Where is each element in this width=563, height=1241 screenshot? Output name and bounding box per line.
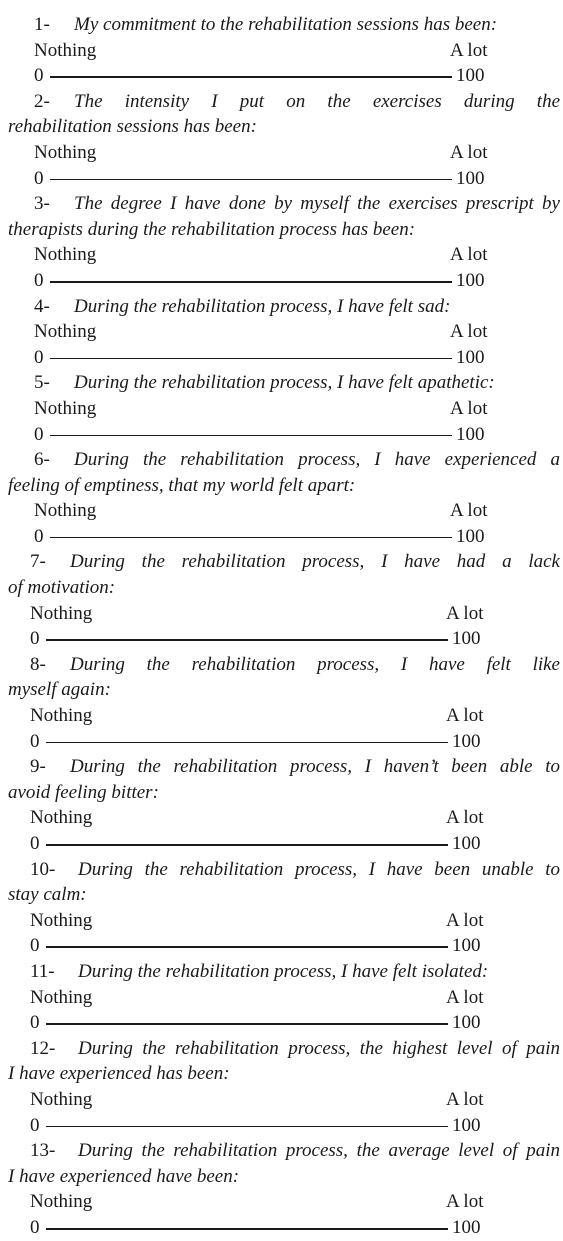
question-number: 2- — [34, 90, 50, 112]
question-line — [0, 959, 563, 985]
scale-line[interactable] — [50, 358, 452, 360]
question-text: feeling of emptiness, that my world felt apart: — [8, 474, 356, 496]
question-item — [0, 12, 563, 89]
rating-scale[interactable] — [0, 166, 563, 192]
anchor-high-label: A lot — [446, 986, 484, 1008]
scale-min-label: 0 — [34, 525, 44, 547]
question-item — [0, 191, 563, 293]
question-text: During the rehabilitation process, the highest level of pain — [78, 1037, 560, 1059]
question-text: therapists during the rehabilitation process has been: — [8, 218, 416, 240]
question-number: 1- — [34, 14, 50, 35]
rating-scale[interactable] — [0, 422, 563, 448]
question-text: myself again: — [8, 679, 111, 701]
question-text: During the rehabilitation process, I have experienced a — [74, 449, 560, 471]
scale-min-label: 0 — [30, 935, 40, 957]
scale-max-label: 100 — [456, 423, 485, 445]
anchor-high-label: A lot — [450, 244, 488, 266]
anchor-high-label: A lot — [446, 807, 484, 829]
anchor-low-label: Nothing — [30, 1088, 93, 1110]
question-text: My commitment to the rehabilitation sessions has been: — [74, 14, 498, 35]
rating-scale[interactable] — [0, 626, 563, 652]
anchor-high-label: A lot — [450, 141, 488, 163]
anchor-high-label: A lot — [450, 397, 488, 419]
scale-max-label: 100 — [452, 1216, 481, 1238]
anchor-low-label: Nothing — [30, 705, 93, 727]
scale-min-label: 0 — [30, 1216, 40, 1238]
question-item — [0, 370, 563, 447]
anchor-low-label: Nothing — [34, 500, 97, 522]
anchor-low-label: Nothing — [30, 807, 93, 829]
anchor-high-label: A lot — [446, 1191, 484, 1213]
scale-anchors — [0, 805, 563, 831]
scale-anchors — [0, 601, 563, 627]
question-line — [0, 370, 563, 396]
scale-max-label: 100 — [452, 1114, 481, 1136]
question-number: 8- — [30, 653, 46, 675]
scale-line[interactable] — [46, 946, 448, 948]
anchor-low-label: Nothing — [34, 321, 97, 343]
question-number: 9- — [30, 756, 46, 778]
question-item — [0, 1036, 563, 1138]
scale-anchors — [0, 140, 563, 166]
scale-min-label: 0 — [34, 65, 44, 87]
question-text: During the rehabilitation process, I haven’t been able to — [70, 756, 560, 778]
question-line — [0, 857, 563, 883]
question-text: During the rehabilitation process, I have been unable to — [78, 858, 560, 880]
scale-min-label: 0 — [30, 833, 40, 854]
anchor-low-label: Nothing — [30, 1191, 93, 1213]
scale-anchors — [0, 1087, 563, 1113]
anchor-high-label: A lot — [446, 909, 484, 931]
scale-max-label: 100 — [456, 269, 485, 291]
question-item — [0, 754, 563, 856]
scale-min-label: 0 — [30, 730, 40, 752]
question-number: 10- — [30, 858, 56, 880]
anchor-high-label: A lot — [446, 602, 484, 624]
question-line — [0, 754, 563, 780]
scale-min-label: 0 — [34, 346, 44, 368]
scale-min-label: 0 — [34, 423, 44, 445]
question-text: The degree I have done by myself the exercises prescript by — [74, 193, 560, 215]
question-item — [0, 1138, 563, 1240]
question-number: 6- — [34, 449, 50, 471]
anchor-low-label: Nothing — [34, 39, 97, 61]
anchor-high-label: A lot — [450, 500, 488, 522]
scale-max-label: 100 — [456, 346, 485, 368]
question-line-continuation — [0, 114, 563, 140]
question-line-continuation — [0, 1061, 563, 1087]
question-line — [0, 89, 563, 115]
anchor-low-label: Nothing — [34, 397, 97, 419]
scale-line[interactable] — [46, 844, 448, 846]
question-line — [0, 12, 563, 38]
scale-line[interactable] — [50, 435, 452, 437]
question-text: rehabilitation sessions has been: — [8, 116, 257, 138]
question-line — [0, 191, 563, 217]
scale-min-label: 0 — [30, 1114, 40, 1136]
question-number: 11- — [30, 960, 55, 982]
anchor-high-label: A lot — [450, 39, 488, 61]
question-item — [0, 89, 563, 191]
scale-anchors — [0, 703, 563, 729]
scale-max-label: 100 — [456, 167, 485, 189]
question-item — [0, 959, 563, 1036]
scale-line[interactable] — [50, 281, 452, 283]
question-text: I have experienced have been: — [8, 1165, 240, 1187]
scale-min-label: 0 — [34, 269, 44, 291]
question-line-continuation — [0, 677, 563, 703]
scale-max-label: 100 — [452, 1012, 481, 1034]
question-text: stay calm: — [8, 884, 87, 906]
question-text: The intensity I put on the exercises during the — [74, 90, 560, 112]
scale-line[interactable] — [46, 1023, 448, 1025]
question-number: 5- — [34, 372, 50, 394]
scale-max-label: 100 — [452, 730, 481, 752]
scale-min-label: 0 — [34, 167, 44, 189]
rating-scale[interactable] — [0, 268, 563, 294]
scale-anchors — [0, 498, 563, 524]
rating-scale[interactable] — [0, 1113, 563, 1139]
question-line-continuation — [0, 1164, 563, 1190]
question-text: I have experienced has been: — [8, 1063, 230, 1085]
question-line — [0, 1138, 563, 1164]
question-line — [0, 447, 563, 473]
question-text: During the rehabilitation process, I have had a lack — [70, 551, 560, 573]
scale-anchors — [0, 1189, 563, 1215]
anchor-low-label: Nothing — [30, 909, 93, 931]
question-line — [0, 652, 563, 678]
question-item — [0, 652, 563, 754]
scale-min-label: 0 — [30, 1012, 40, 1034]
rating-scale[interactable] — [0, 63, 563, 89]
scale-line[interactable] — [46, 1228, 448, 1230]
question-text: During the rehabilitation process, I have felt sad: — [74, 295, 451, 317]
question-line — [0, 294, 563, 320]
scale-line[interactable] — [50, 76, 452, 78]
rating-scale[interactable] — [0, 831, 563, 857]
anchor-high-label: A lot — [446, 1088, 484, 1110]
question-text: During the rehabilitation process, the average level of pain — [78, 1140, 560, 1162]
scale-max-label: 100 — [452, 935, 481, 957]
scale-line[interactable] — [50, 179, 452, 181]
question-text: avoid feeling bitter: — [8, 781, 159, 803]
anchor-high-label: A lot — [450, 321, 488, 343]
scale-line[interactable] — [46, 639, 448, 641]
question-line-continuation — [0, 217, 563, 243]
scale-line[interactable] — [50, 537, 452, 539]
question-text: During the rehabilitation process, I have felt apathetic: — [74, 372, 495, 394]
question-line-continuation — [0, 473, 563, 499]
scale-anchors — [0, 319, 563, 345]
question-text: During the rehabilitation process, I have felt isolated: — [78, 960, 489, 982]
question-item — [0, 549, 563, 651]
question-text: During the rehabilitation process, I have felt like — [70, 653, 560, 675]
rating-scale[interactable] — [0, 524, 563, 550]
question-number: 4- — [34, 295, 50, 317]
scale-max-label: 100 — [456, 65, 485, 87]
anchor-low-label: Nothing — [34, 141, 97, 163]
question-number: 13- — [30, 1140, 56, 1162]
rating-scale[interactable] — [0, 933, 563, 959]
question-line — [0, 1036, 563, 1062]
question-line-continuation — [0, 575, 563, 601]
scale-line[interactable] — [46, 1126, 448, 1128]
scale-max-label: 100 — [456, 525, 485, 547]
question-number: 12- — [30, 1037, 56, 1059]
scale-anchors — [0, 908, 563, 934]
anchor-low-label: Nothing — [34, 244, 97, 266]
anchor-low-label: Nothing — [30, 602, 93, 624]
rating-scale[interactable] — [0, 345, 563, 371]
scale-max-label: 100 — [452, 628, 481, 650]
scale-max-label: 100 — [452, 833, 481, 854]
rating-scale[interactable] — [0, 1010, 563, 1036]
question-line — [0, 549, 563, 575]
scale-line[interactable] — [46, 742, 448, 744]
question-line-continuation — [0, 780, 563, 806]
scale-min-label: 0 — [30, 628, 40, 650]
question-number: 7- — [30, 551, 46, 573]
scale-anchors — [0, 985, 563, 1011]
question-item — [0, 857, 563, 959]
question-line-continuation — [0, 882, 563, 908]
questionnaire — [0, 12, 563, 1241]
question-number: 3- — [34, 193, 50, 215]
anchor-high-label: A lot — [446, 705, 484, 727]
rating-scale[interactable] — [0, 729, 563, 755]
scale-anchors — [0, 396, 563, 422]
question-item — [0, 447, 563, 549]
question-text: of motivation: — [8, 577, 116, 599]
anchor-low-label: Nothing — [30, 986, 93, 1008]
scale-anchors — [0, 242, 563, 268]
question-item — [0, 294, 563, 371]
scale-anchors — [0, 38, 563, 64]
